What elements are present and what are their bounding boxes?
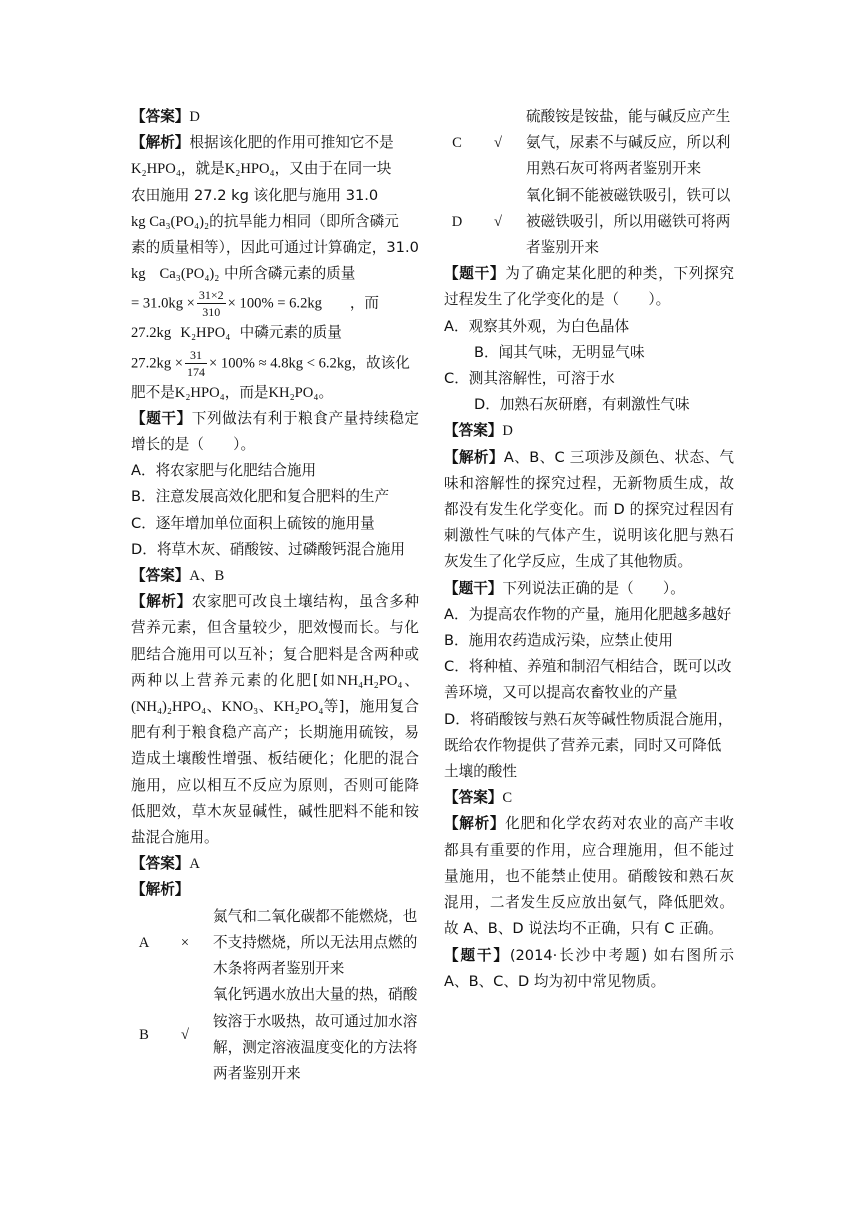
option-c: C．将种植、养殖和制沼气相结合，既可以改善环境，又可以提高农畜牧业的产量 [444, 658, 732, 702]
row-text: 氧化钙遇水放出大量的热，硝酸铵溶于水吸热，故可通过加水溶解，测定溶液温度变化的方法将两者鉴别开来 [213, 986, 418, 1082]
row-letter: D [451, 213, 463, 230]
analysis-text: 等]，施用复合肥有利于粮食稳产高产；长期施用硫铵，易造成土壤酸性增强、板结硬化；化肥的混合施用，应以相互不反应为原则，否则可能降低肥效，草木灰显碱性，碱性肥料不能和铵盐混合施用。 [131, 698, 419, 847]
question-5 [444, 576, 734, 602]
answer-tag: 【答案】 [444, 789, 503, 807]
table-row [131, 904, 419, 983]
unit: 27.2kg [131, 325, 172, 342]
analysis-text: 中所含磷元素的质量 [224, 265, 356, 283]
formula: K₂HPO₄ [180, 325, 231, 342]
answer-tag: 【答案】 [131, 855, 190, 873]
formula: KH₂PO₄ [273, 699, 324, 716]
analysis-tag: 【解析】 [131, 593, 192, 611]
analysis-text: ，而 [349, 294, 380, 312]
analysis-text: ，就是 [180, 160, 225, 178]
answer-tag: 【答案】 [131, 108, 190, 125]
answer-2 [131, 563, 419, 589]
analysis-text: ，故该化 [351, 354, 410, 372]
formula: kg Ca₃(PO₄)₂ [131, 213, 210, 230]
row-mark: √ [493, 135, 502, 152]
answer-tag: 【答案】 [444, 422, 503, 440]
answer-5 [444, 785, 734, 811]
analysis-text: 根据该化肥的作用可推知它不是 [189, 134, 394, 152]
analysis-tag: 【解析】 [444, 815, 506, 833]
question-tag: 【题干】 [444, 946, 510, 964]
answer-value: D [189, 109, 200, 125]
analysis-text: 肥不是 [131, 383, 175, 401]
row-letter: A [138, 934, 150, 951]
analysis-tag: 【解析】 [131, 881, 190, 899]
row-mark: × [180, 934, 190, 951]
right-column [444, 104, 734, 995]
formula: K₂HPO₄ [224, 161, 275, 178]
option-a: A．将农家肥与化肥结合施用 [131, 462, 317, 480]
option-b: B．施用农药造成污染，应禁止使用 [444, 632, 673, 650]
row-letter: C [452, 135, 462, 152]
analysis-1 [131, 130, 419, 406]
analysis-text: 农田施用 27.2 kg 该化肥与施用 31.0 [131, 186, 379, 204]
analysis-5 [444, 811, 734, 942]
analysis-text: 的抗旱能力相同（即所含磷元 [209, 212, 399, 230]
analysis-text: 中磷元素的质量 [239, 324, 342, 342]
option-a: A．为提高农作物的产量，施用化肥越多越好 [444, 605, 732, 623]
analysis-2: 【解析】农家肥可改良土壤结构，虽含多种营养元素，但含量较少，肥效慢而长。与化肥结合施用可以互补；复合肥料是含两种或两种以上营养元素的化肥[如NH₄H₂PO₄、(NH₄)₂HPO₄、KNO₃、KH₂PO₄等]，施用复合肥有利于粮食稳产高产；长期施用硫铵，易造成土壤酸性增强、板结硬化；化肥的混合施用，应以相互不反应为原则，否则可能降低肥效，草木灰显碱性，碱性肥料不能和铵盐混合施用。 [131, 593, 419, 847]
question-tag: 【题干】 [444, 579, 503, 597]
formula: Ca₃(PO₄)₂ [159, 266, 220, 283]
formula: K₂HPO₄ [131, 161, 181, 178]
formula: (NH₄)₂HPO₄ [131, 699, 207, 716]
calculation: = 31.0kg × [131, 295, 195, 312]
option-c: C．测其溶解性，可溶于水 [444, 370, 615, 388]
analysis-table-left [131, 904, 419, 1087]
question-tag: 【题干】 [131, 409, 192, 427]
table-row [444, 183, 734, 262]
question-6 [444, 943, 734, 995]
question-text: 为了确定某化肥的种类，下列探究过程发生了化学变化的是（ ）。 [444, 265, 734, 309]
fraction: $\frac{31\times 2}{310}$ [198, 288, 224, 320]
table-row [444, 104, 734, 183]
row-mark: √ [180, 1026, 189, 1043]
option-b: B．注意发展高效化肥和复合肥料的生产 [131, 488, 390, 506]
calculation: 27.2kg × [131, 355, 184, 372]
option-d: D．将硝酸铵与熟石灰等碱性物质混合施用，既给农作物提供了营养元素，同时又可降低土壤的酸性 [444, 710, 733, 781]
analysis-text: 农家肥可改良土壤结构，虽含多种营养元素，但含量较少，肥效慢而长。与化肥结合施用可以互补；复合肥料是含两种或两种以上营养元素的化肥[如 [131, 593, 419, 689]
question-text: (2014·长沙中考题) 如右图所示 A、B、C、D 均为初中常见物质。 [444, 946, 734, 990]
formula: K₂HPO₄ [174, 384, 225, 401]
option-b: B．闻其气味，无明显气味 [474, 343, 645, 361]
analysis-text: ，又由于在同一块 [274, 160, 392, 178]
row-mark: √ [493, 213, 502, 230]
row-text: 硫酸铵是铵盐，能与碱反应产生氨气，尿素不与碱反应，所以利用熟石灰可将两者鉴别开来 [526, 108, 731, 178]
answer-3 [131, 851, 419, 877]
analysis-tag: 【解析】 [444, 448, 504, 466]
fraction: $\frac{31}{174}$ [187, 347, 206, 379]
analysis-tag: 【解析】 [131, 134, 190, 152]
left-column [131, 104, 419, 1087]
analysis-text: 素的质量相等），因此可通过计算确定，31.0 [131, 239, 419, 257]
analysis-3 [131, 877, 419, 903]
calculation: × 100% = 6.2kg [227, 295, 322, 312]
table-row [131, 982, 419, 1087]
question-text: 下列做法有利于粮食产量持续稳定增长的是（ ）。 [131, 409, 419, 454]
answer-tag: 【答案】 [131, 567, 190, 585]
option-c: C．逐年增加单位面积上硫铵的施用量 [131, 514, 375, 532]
option-a: A．观察其外观，为白色晶体 [444, 317, 630, 335]
question-4 [444, 261, 734, 313]
formula: KNO₃ [221, 699, 259, 716]
row-letter: B [139, 1026, 149, 1043]
analysis-text: 。 [318, 383, 334, 401]
question-text: 下列说法正确的是（ ）。 [502, 579, 685, 597]
unit: kg [131, 266, 146, 283]
analysis-text: 化肥和化学农药对农业的高产丰收都具有重要的作用，应合理施用，但不能过量施用，也不能禁止使用。硝酸铵和熟石灰混用，二者发生反应放出氨气，降低肥效。故 A、B、D 说法均不正确，只有 C 正确。 [444, 815, 734, 938]
formula: KH₂PO₄ [268, 384, 319, 401]
answer-value: A、B [189, 568, 225, 585]
calculation: × 100% ≈ 4.8kg < 6.2kg [209, 355, 352, 372]
answer-4 [444, 418, 734, 444]
analysis-table-right [444, 104, 734, 261]
row-text: 氧化铜不能被磁铁吸引，铁可以被磁铁吸引，所以用磁铁可将两者鉴别开来 [526, 186, 731, 257]
formula: NH₄H₂PO₄ [336, 672, 403, 689]
question-2 [131, 406, 419, 458]
row-text: 氮气和二氧化碳都不能燃烧，也不支持燃烧，所以无法用点燃的木条将两者鉴别开来 [213, 907, 418, 978]
answer-value: C [502, 790, 513, 807]
analysis-4 [444, 445, 734, 576]
answer-1 [131, 104, 419, 130]
option-d: D．将草木灰、硝酸铵、过磷酸钙混合施用 [131, 540, 405, 558]
option-d: D．加熟石灰研磨，有刺激性气味 [474, 396, 690, 414]
question-tag: 【题干】 [444, 265, 506, 283]
answer-value: A [189, 856, 200, 873]
analysis-text: ，而是 [224, 383, 269, 401]
analysis-text: A、B、C 三项涉及颜色、状态、气味和溶解性的探究过程，无新物质生成，故都没有发生化学变化。而 D 的探究过程因有刺激性气味的气体产生，说明该化肥与熟石灰发生了化学反应，生成了其他物质。 [444, 448, 734, 571]
answer-value: D [502, 423, 513, 440]
